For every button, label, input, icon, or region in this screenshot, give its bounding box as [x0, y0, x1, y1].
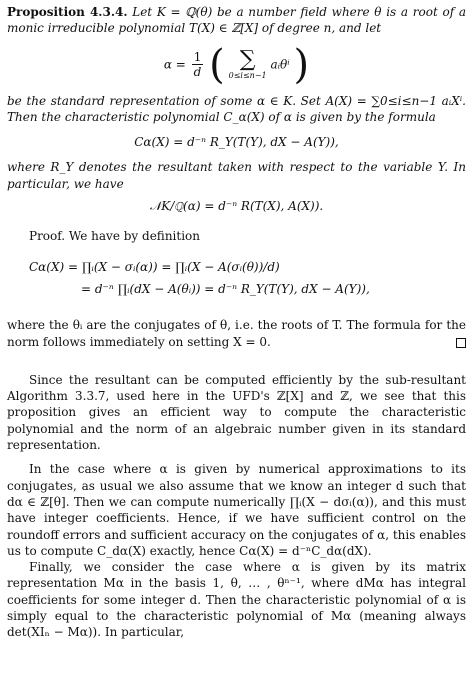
standard-representation-text: be the standard representation of some α ∈ K. Set A(X) = ∑0≤i≤n−1 aᵢXⁱ. Then the characteristic polynomial C_α(X) of α is given by the formula	[7, 93, 466, 124]
sum-limits: 0≤i≤n−1	[228, 71, 267, 81]
fraction-numerator: 1	[193, 50, 202, 65]
characteristic-polynomial-formula: Cα(X) = d⁻ⁿ R_Y(T(Y), dX − A(Y)),	[134, 135, 339, 150]
fraction-denominator: d	[193, 65, 202, 80]
proposition-label: Proposition 4.3.4.	[7, 5, 128, 19]
sum-term: aᵢθⁱ	[270, 57, 290, 72]
proof-conclusion-text: where the θᵢ are the conjugates of θ, i.e. the roots of T. The formula for the norm follows immediately on setting X = 0.	[7, 318, 466, 349]
alpha-lhs: α =	[163, 57, 186, 72]
proof-formula-line-1: Cα(X) = ∏ᵢ(X − σᵢ(α)) = ∏ᵢ(X − A(σᵢ(θ))/d)	[29, 259, 280, 274]
resultant-explanation-text: where R_Y denotes the resultant taken with respect to the variable Y. In particular, we have	[7, 160, 466, 191]
right-paren: )	[293, 41, 310, 88]
paragraph-matrix: Finally, we consider the case where α is given by its matrix representation Mα in the basis 1, θ, … , θⁿ⁻¹, where dMα has integral coefficients for some integer d. Then the characteristic polynomial of α is simply equal to the characteristic polynomial of Mα (meaning always det(XIₙ − Mα)). In particular,	[7, 560, 466, 640]
one-over-d-fraction	[192, 50, 204, 79]
proof-intro: Proof. We have by definition	[29, 229, 200, 244]
norm-formula: 𝒩K/ℚ(α) = d⁻ⁿ R(T(X), A(X)).	[149, 199, 324, 214]
sum-operator: ∑ 0≤i≤n−1	[228, 47, 267, 81]
proposition-intro	[7, 4, 466, 37]
paragraph-numerical: In the case where α is given by numerical approximations to its conjugates, as usual we also assume that we know an integer d such that dα ∈ ℤ[θ]. Then we can compute numerically ∏ᵢ(X − dσᵢ(α)), and this must have integer coefficients. Hence, if we have sufficient control on the roundoff errors and sufficient accuracy on the conjugates of α, this enables us to compute C_dα(X) exactly, hence Cα(X) = d⁻ⁿC_dα(dX).	[7, 462, 466, 558]
qed-square-icon	[456, 338, 466, 348]
proof-formula-line-2: = d⁻ⁿ ∏ᵢ(dX − A(θᵢ)) = d⁻ⁿ R_Y(T(Y), dX − A(Y)),	[81, 281, 370, 296]
left-paren: (	[209, 41, 225, 88]
proof-conclusion	[7, 317, 466, 350]
alpha-definition-formula	[7, 41, 466, 88]
paragraph-resultant: Since the resultant can be computed efficiently by the sub-resultant Algorithm 3.3.7, used here in the UFD's ℤ[X] and ℤ, we see that this proposition gives an efficient way to compute the characteristic polynomial and the norm of an algebraic number given in its standard representation.	[7, 372, 466, 453]
proposition-intro-text: Let K = ℚ(θ) be a number field where θ is a root of a monic irreducible polynomial T(X) ∈ ℤ[X] of degree n, and let	[7, 5, 466, 36]
